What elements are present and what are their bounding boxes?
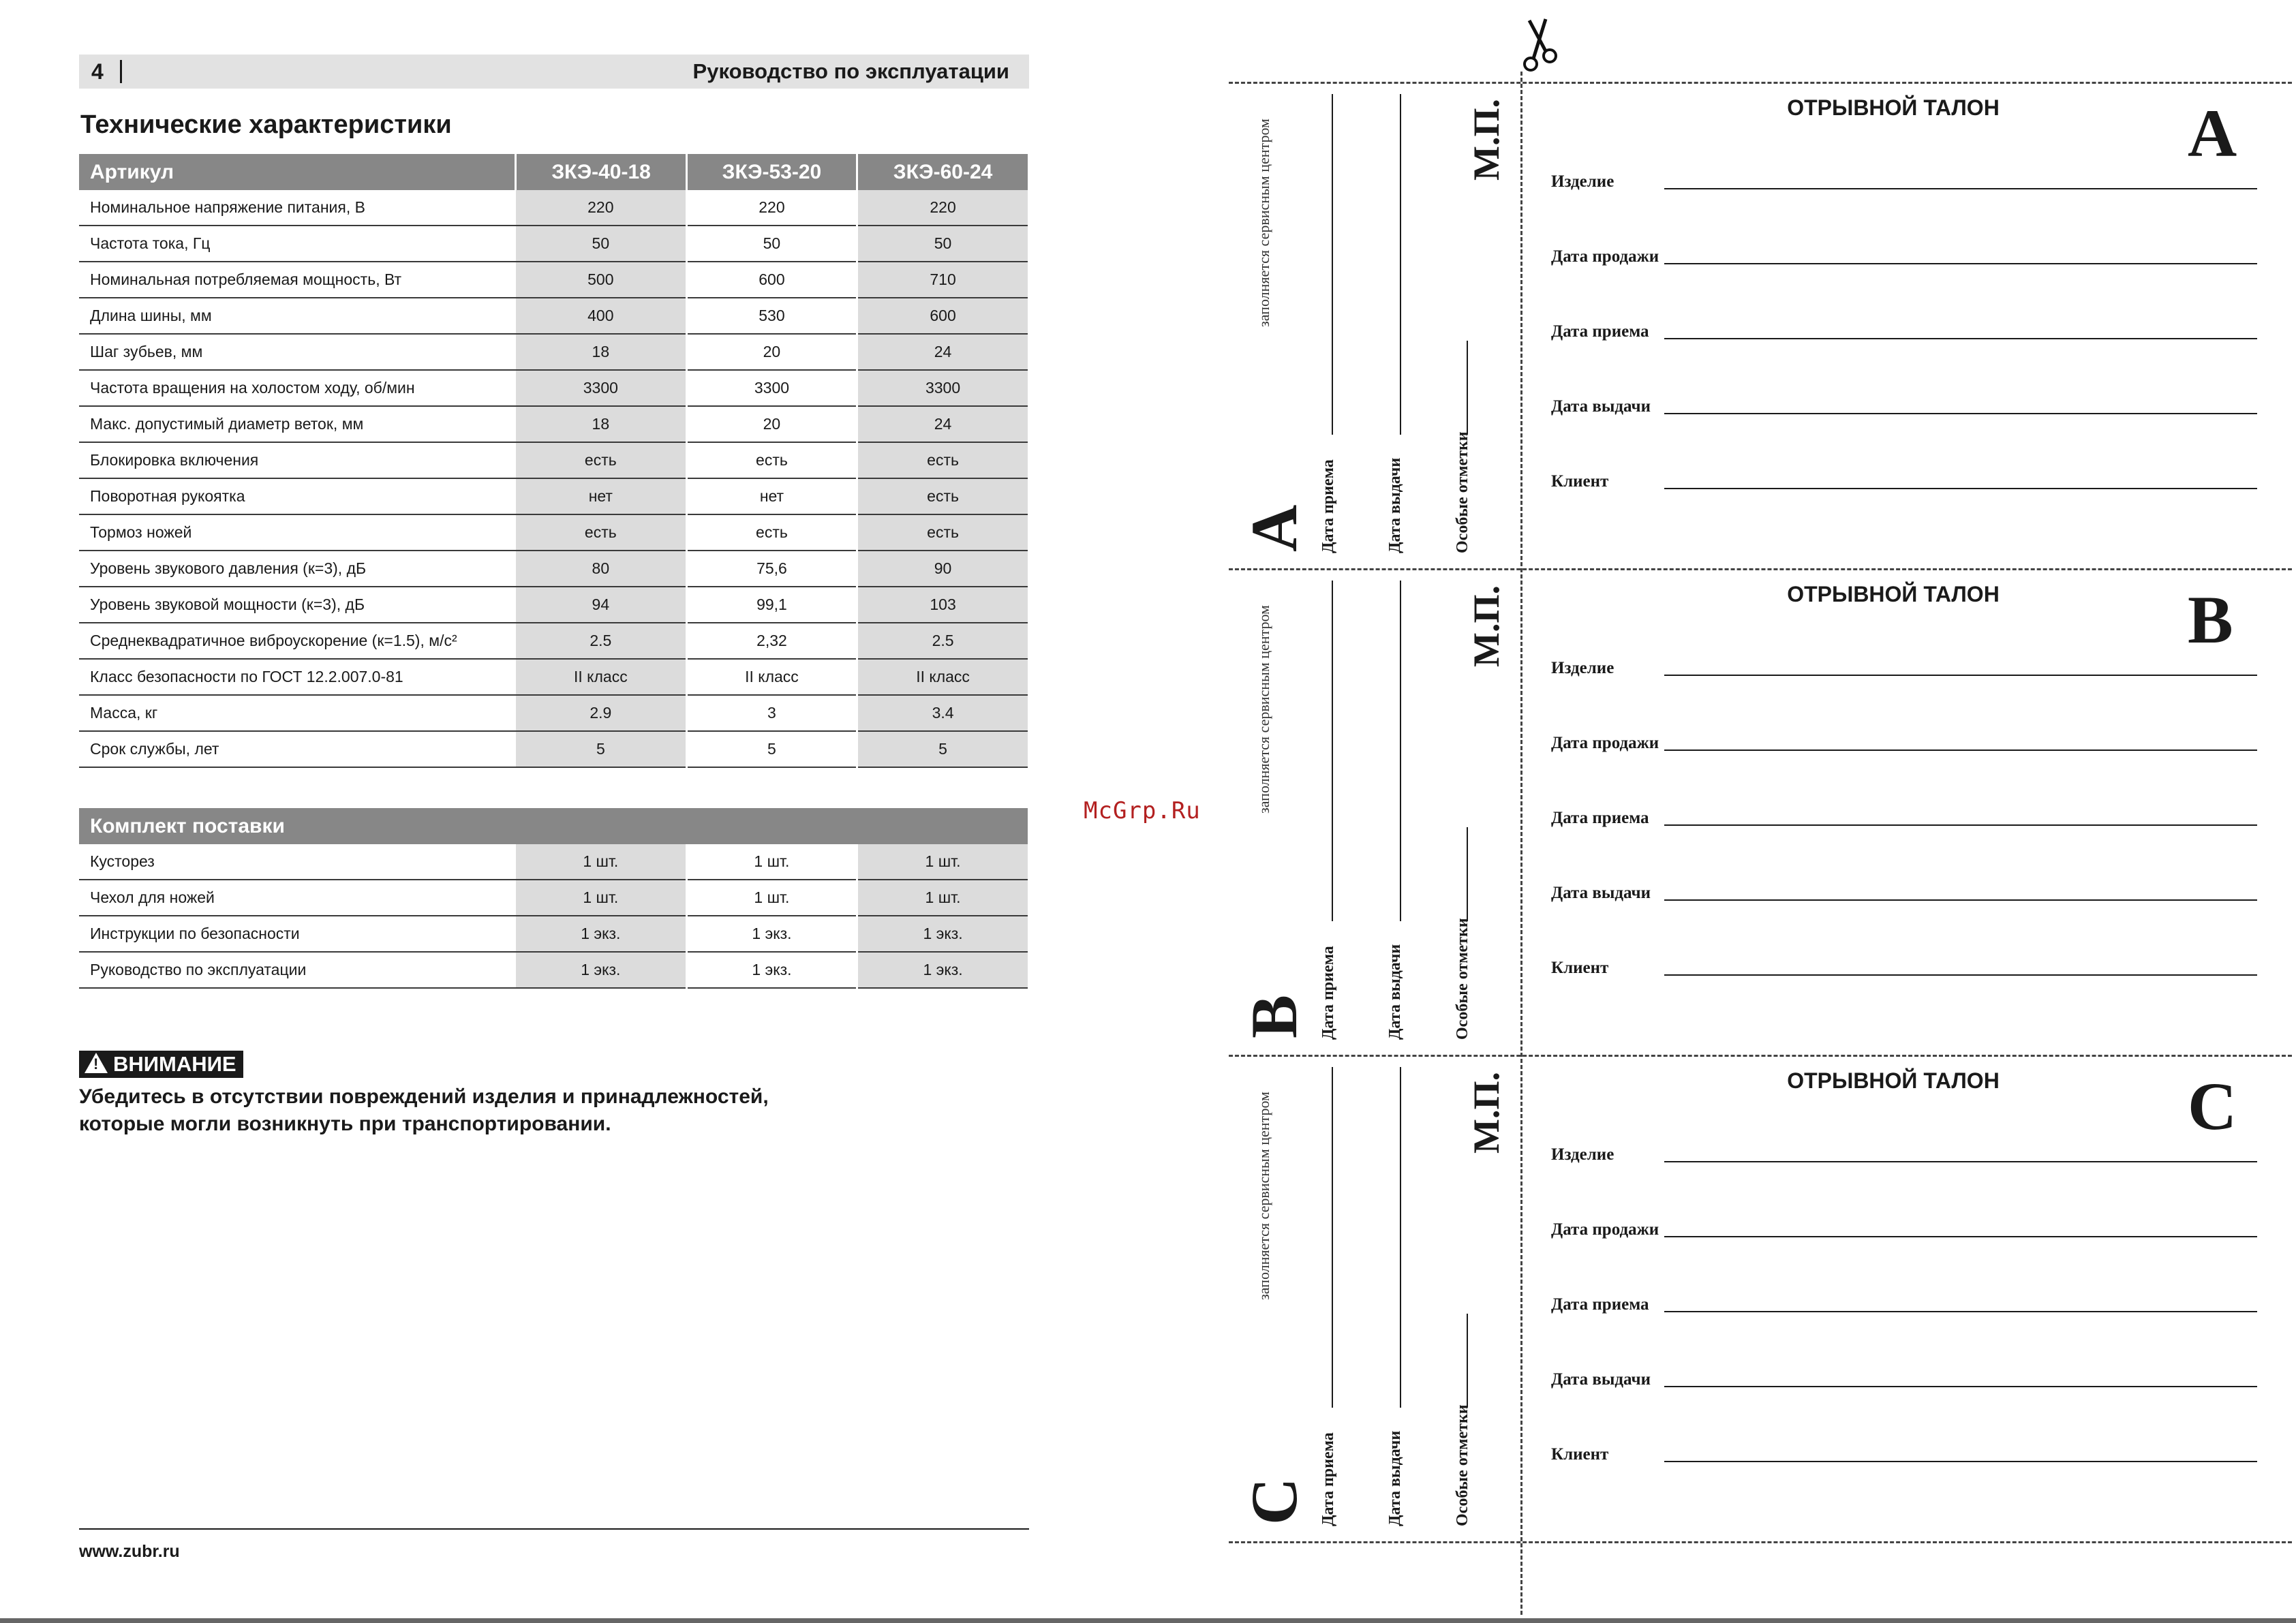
row-value: 99,1 (686, 587, 857, 623)
row-value: 1 экз. (857, 952, 1028, 988)
row-value: 3300 (686, 370, 857, 406)
table-row (79, 623, 1028, 659)
spec-header-article: Артикул (79, 154, 516, 190)
coupon-field-line (1664, 1386, 2257, 1387)
row-value: 1 шт. (686, 880, 857, 916)
coupon-field-line (1664, 413, 2257, 414)
warning-text (79, 1083, 965, 1138)
row-label: Масса, кг (79, 695, 516, 731)
row-value: 1 шт. (686, 844, 857, 880)
row-value: 220 (857, 190, 1028, 226)
warning-line: которые могли возникнуть при транспортировании. (79, 1113, 611, 1135)
row-label: Частота тока, Гц (79, 226, 516, 262)
row-label: Номинальная потребляемая мощность, Вт (79, 262, 516, 298)
stamp-label: М.П. (1466, 1072, 1507, 1154)
table-row (79, 190, 1028, 226)
table-row (79, 298, 1028, 334)
table-row (79, 587, 1028, 623)
stub-note: заполняется сервисным центром (1255, 119, 1272, 327)
page-bottom-edge (0, 1618, 2296, 1623)
kit-header: Комплект поставки (79, 808, 1028, 844)
row-label: Номинальное напряжение питания, В (79, 190, 516, 226)
table-row (79, 695, 1028, 731)
coupon-field-label: Дата выдачи (1551, 397, 1651, 416)
stub-letter: B (1238, 994, 1311, 1038)
table-row (79, 880, 1028, 916)
stub-field-label: Особые отметки (1454, 1404, 1471, 1526)
row-value: 3.4 (857, 695, 1028, 731)
row-value: 20 (686, 334, 857, 370)
row-value: 1 шт. (516, 844, 686, 880)
row-value: есть (857, 442, 1028, 478)
stamp-label: М.П. (1466, 99, 1507, 181)
row-label: Класс безопасности по ГОСТ 12.2.007.0-81 (79, 659, 516, 695)
row-value: есть (857, 514, 1028, 551)
stub-field-label: Дата выдачи (1386, 944, 1404, 1040)
coupon-field-label: Дата продажи (1551, 1220, 1659, 1239)
row-label: Макс. допустимый диаметр веток, мм (79, 406, 516, 442)
section-title: Технические характеристики (80, 110, 452, 139)
row-value: есть (516, 514, 686, 551)
row-value: есть (686, 514, 857, 551)
stub-line (1332, 581, 1333, 921)
table-row (79, 731, 1028, 767)
row-value: 18 (516, 334, 686, 370)
row-value: 600 (686, 262, 857, 298)
watermark: McGrp.Ru (1084, 797, 1201, 824)
coupon-field-label: Дата приема (1551, 322, 1649, 341)
table-row (79, 406, 1028, 442)
table-row (79, 514, 1028, 551)
row-value: 80 (516, 551, 686, 587)
coupon-field-line (1664, 488, 2257, 489)
footer-url: www.zubr.ru (79, 1542, 180, 1561)
row-value: 220 (516, 190, 686, 226)
spec-header-model: ЗКЭ-53-20 (686, 154, 857, 190)
spec-header-model: ЗКЭ-60-24 (857, 154, 1028, 190)
stub-field-label: Дата приема (1319, 459, 1337, 553)
stub-field-label: Дата выдачи (1386, 457, 1404, 553)
row-value: 3 (686, 695, 857, 731)
row-value: 2,32 (686, 623, 857, 659)
table-row (79, 952, 1028, 988)
row-value: 103 (857, 587, 1028, 623)
coupon-field-line (1664, 675, 2257, 676)
row-value: 5 (857, 731, 1028, 767)
table-row (79, 551, 1028, 587)
row-value: 90 (857, 551, 1028, 587)
coupon-field-label: Дата приема (1551, 809, 1649, 827)
coupon-field-label: Изделие (1551, 1145, 1614, 1164)
coupon-field-line (1664, 1161, 2257, 1162)
stub-field-label: Дата приема (1319, 946, 1337, 1040)
row-label: Поворотная рукоятка (79, 478, 516, 514)
cut-line (1229, 1541, 2292, 1543)
scissors-icon (1516, 14, 1563, 76)
row-value: есть (686, 442, 857, 478)
row-label: Тормоз ножей (79, 514, 516, 551)
stub-line (1332, 94, 1333, 435)
row-value: 1 экз. (686, 952, 857, 988)
row-value: 500 (516, 262, 686, 298)
spec-table-header (79, 154, 1028, 190)
kit-table-header (79, 808, 1028, 844)
row-value: 3300 (516, 370, 686, 406)
row-value: 1 шт. (857, 844, 1028, 880)
row-value: 5 (516, 731, 686, 767)
row-label: Блокировка включения (79, 442, 516, 478)
coupon-field-label: Клиент (1551, 1445, 1609, 1464)
coupon-field-line (1664, 749, 2257, 751)
row-value: 2.5 (516, 623, 686, 659)
table-row (79, 659, 1028, 695)
row-value: 710 (857, 262, 1028, 298)
coupon-field-line (1664, 1461, 2257, 1462)
coupon-field-label: Дата продажи (1551, 247, 1659, 266)
coupon-field-line (1664, 1236, 2257, 1237)
coupon-field-line (1664, 824, 2257, 826)
coupon-field-line (1664, 899, 2257, 901)
row-value: 18 (516, 406, 686, 442)
row-label: Длина шины, мм (79, 298, 516, 334)
stub-note: заполняется сервисным центром (1255, 1092, 1272, 1300)
warning-badge-label: ВНИМАНИЕ (113, 1052, 236, 1076)
stub-line (1332, 1067, 1333, 1408)
row-value: II класс (857, 659, 1028, 695)
coupon-letter: A (2188, 95, 2237, 171)
stub-field-label: Дата выдачи (1386, 1430, 1404, 1526)
row-value: 20 (686, 406, 857, 442)
row-label: Кусторез (79, 844, 516, 880)
row-value: 94 (516, 587, 686, 623)
page-header-title: Руководство по эксплуатации (692, 59, 1009, 83)
row-label: Руководство по эксплуатации (79, 952, 516, 988)
row-value: 1 шт. (857, 880, 1028, 916)
footer-divider (79, 1528, 1029, 1530)
row-value: II класс (516, 659, 686, 695)
row-value: 50 (686, 226, 857, 262)
stub-line (1400, 94, 1401, 435)
stub-line (1467, 1314, 1468, 1408)
table-row (79, 226, 1028, 262)
kit-table (79, 808, 1028, 989)
row-value: 75,6 (686, 551, 857, 587)
row-value: 2.9 (516, 695, 686, 731)
row-value: есть (857, 478, 1028, 514)
stamp-label: М.П. (1466, 585, 1507, 667)
coupon-title: ОТРЫВНОЙ ТАЛОН (1787, 95, 2000, 120)
coupon-field-label: Изделие (1551, 659, 1614, 677)
coupon-field-line (1664, 1311, 2257, 1312)
stub-letter: A (1238, 504, 1311, 552)
stub-field-label: Дата приема (1319, 1432, 1337, 1526)
coupon-letter: B (2188, 582, 2233, 658)
row-label: Шаг зубьев, мм (79, 334, 516, 370)
table-row (79, 442, 1028, 478)
table-row (79, 478, 1028, 514)
row-label: Уровень звукового давления (к=3), дБ (79, 551, 516, 587)
row-label: Уровень звуковой мощности (к=3), дБ (79, 587, 516, 623)
coupon-field-label: Дата продажи (1551, 734, 1659, 752)
spec-table (79, 154, 1028, 768)
table-row (79, 370, 1028, 406)
warning-line: Убедитесь в отсутствии повреждений изделия и принадлежностей, (79, 1085, 769, 1108)
coupon-field-line (1664, 974, 2257, 976)
coupon-field-label: Дата выдачи (1551, 884, 1651, 902)
coupon-field-line (1664, 263, 2257, 264)
coupon-title: ОТРЫВНОЙ ТАЛОН (1787, 1068, 2000, 1093)
cut-line (1229, 1055, 2292, 1057)
warning-badge (79, 1051, 243, 1078)
table-row (79, 262, 1028, 298)
row-value: 400 (516, 298, 686, 334)
table-row (79, 916, 1028, 952)
row-value: 5 (686, 731, 857, 767)
stub-note: заполняется сервисным центром (1255, 605, 1272, 814)
coupon-title: ОТРЫВНОЙ ТАЛОН (1787, 582, 2000, 606)
stub-line (1467, 827, 1468, 921)
stub-field-label: Особые отметки (1454, 431, 1471, 553)
coupon-field-line (1664, 188, 2257, 189)
page-number: 4 (91, 59, 104, 84)
warning-icon (85, 1053, 108, 1073)
fold-line (1520, 72, 1522, 1615)
row-value: есть (516, 442, 686, 478)
row-value: 1 экз. (516, 916, 686, 952)
coupon-field-label: Дата приема (1551, 1295, 1649, 1314)
row-value: 1 шт. (516, 880, 686, 916)
row-label: Чехол для ножей (79, 880, 516, 916)
row-label: Среднеквадратичное виброускорение (к=1.5), м/с² (79, 623, 516, 659)
row-value: 2.5 (857, 623, 1028, 659)
row-value: 1 экз. (516, 952, 686, 988)
row-label: Инструкции по безопасности (79, 916, 516, 952)
row-value: 50 (857, 226, 1028, 262)
row-value: 24 (857, 406, 1028, 442)
stub-field-label: Особые отметки (1454, 918, 1471, 1040)
stub-line (1400, 581, 1401, 921)
stub-line (1400, 1067, 1401, 1408)
row-label: Частота вращения на холостом ходу, об/мин (79, 370, 516, 406)
table-row (79, 844, 1028, 880)
row-value: 50 (516, 226, 686, 262)
cut-line (1229, 82, 2292, 84)
stub-letter: C (1238, 1477, 1311, 1525)
spec-header-model: ЗКЭ-40-18 (516, 154, 686, 190)
row-value: 3300 (857, 370, 1028, 406)
stub-line (1467, 341, 1468, 435)
row-value: 1 экз. (857, 916, 1028, 952)
row-value: II класс (686, 659, 857, 695)
cut-line (1229, 568, 2292, 570)
row-value: нет (686, 478, 857, 514)
row-value: 220 (686, 190, 857, 226)
header-divider (120, 60, 122, 83)
table-row (79, 334, 1028, 370)
coupon-field-label: Клиент (1551, 472, 1609, 491)
row-label: Срок службы, лет (79, 731, 516, 767)
coupon-letter: C (2188, 1068, 2237, 1144)
row-value: 1 экз. (686, 916, 857, 952)
coupon-field-label: Дата выдачи (1551, 1370, 1651, 1389)
row-value: нет (516, 478, 686, 514)
coupon-field-label: Клиент (1551, 959, 1609, 977)
row-value: 600 (857, 298, 1028, 334)
row-value: 24 (857, 334, 1028, 370)
coupon-field-label: Изделие (1551, 172, 1614, 191)
row-value: 530 (686, 298, 857, 334)
coupon-field-line (1664, 338, 2257, 339)
